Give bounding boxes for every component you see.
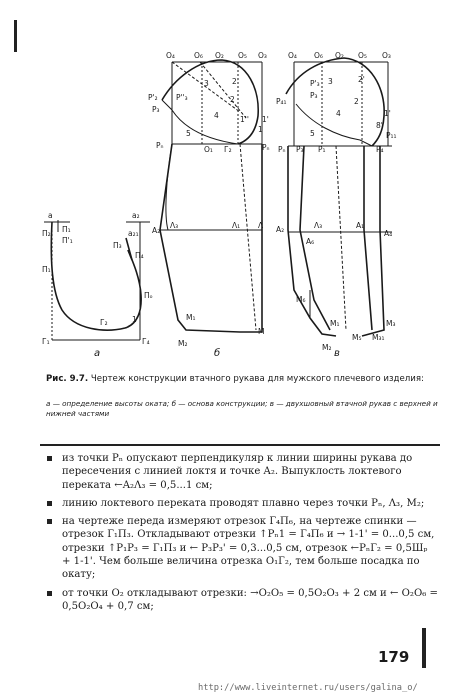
bullet-icon <box>47 501 52 506</box>
label-c-m6: M₆ <box>296 295 306 304</box>
watermark-url: http://www.liveinternet.ru/users/galina_o/ <box>198 683 418 693</box>
label-c-2: 2 <box>354 97 359 106</box>
label-c-8prime: 8' <box>376 121 383 130</box>
label-a-p6: Пₒ <box>144 291 153 300</box>
label-b-p3dbl: P''₃ <box>176 93 188 102</box>
bullet-icon <box>47 591 52 596</box>
label-a-pi1: Π₁ <box>42 265 51 274</box>
instruction-list <box>46 452 438 618</box>
label-b-o2: O₂ <box>215 51 224 60</box>
label-c-pn: Pₙ <box>278 145 286 154</box>
label-c-l3: Λ₃ <box>314 221 323 230</box>
label-c-a6: A₆ <box>306 237 315 246</box>
figure-number: Рис. 9.7. <box>46 374 89 384</box>
label-c-m31: M₃₁ <box>372 333 385 342</box>
label-c-m3: M₃ <box>386 319 396 328</box>
panel-label-c: в <box>334 348 340 359</box>
label-b-l: Λ <box>258 221 264 230</box>
label-c-a4: A₄ <box>384 229 393 238</box>
label-b-4: 4 <box>214 111 219 120</box>
bullet-icon <box>47 519 52 524</box>
label-b-m: M <box>258 327 265 336</box>
list-item <box>46 587 438 614</box>
label-a-g1: Г₁ <box>42 337 50 346</box>
label-c-m5: M₅ <box>352 333 362 342</box>
label-b-o1: O₁ <box>204 145 213 154</box>
label-b-3: 3 <box>204 79 209 88</box>
label-c-o3: O₃ <box>382 51 391 60</box>
label-b-pn-left: Pₙ <box>156 141 164 150</box>
label-b-o4: O₄ <box>166 51 175 60</box>
label-b-2prime: 2' <box>232 77 239 86</box>
list-item-text: из точки Pₙ опускают перпендикуляр к линии ширины рукава до пересечения с линией локтя и точке A₂. Выпуклость локтевого переката ←A₂Λ₃ = 0,5...1 см; <box>62 453 413 491</box>
label-b-o6: O₆ <box>194 51 203 60</box>
label-c-o6: O₆ <box>314 51 323 60</box>
label-a-p2: П₂ <box>42 229 51 238</box>
label-c-p11: P₁₁ <box>386 131 397 140</box>
list-item <box>46 515 438 581</box>
label-b-p2prime: P'₂ <box>148 93 158 102</box>
label-a-a: а <box>48 211 53 220</box>
list-item-text: от точки O₂ откладывают отрезки: →O₂O₅ = 0,5O₂O₃ + 2 см и ← O₂O₆ = 0,5O₂O₄ + 0,7 см; <box>62 587 438 612</box>
label-b-pn-right: Pₙ <box>262 143 270 152</box>
section-divider <box>40 444 440 446</box>
label-c-o4: O₄ <box>288 51 297 60</box>
label-c-p41: P₄₁ <box>276 97 287 106</box>
label-b-m2: M₂ <box>178 339 188 348</box>
label-c-p3: P₃ <box>310 91 318 100</box>
label-c-a2: A₂ <box>276 225 285 234</box>
label-c-p3prime: P'₃ <box>310 79 320 88</box>
label-c-o2: O₂ <box>335 51 344 60</box>
label-c-a1: A₁ <box>356 221 365 230</box>
label-c-p4: P₄ <box>376 145 384 154</box>
figure-caption <box>46 374 441 386</box>
label-a-g4: Г₄ <box>142 337 150 346</box>
label-b-l1: Λ₁ <box>232 221 241 230</box>
label-a-p3: П₃ <box>113 241 122 250</box>
label-b-2: 2 <box>230 95 235 104</box>
label-a-1: 1 <box>132 315 137 324</box>
page-edge-bar <box>422 628 426 668</box>
list-item <box>46 497 438 510</box>
label-b-p3: P₃ <box>152 105 160 114</box>
label-c-4: 4 <box>336 109 341 118</box>
label-b-1prime: 1' <box>262 115 269 124</box>
label-c-m2: M₂ <box>322 343 332 352</box>
label-b-m1: M₁ <box>186 313 196 322</box>
page-number: 179 <box>378 648 410 666</box>
panel-label-a: а <box>94 348 101 359</box>
label-a-a21: а₂₁ <box>128 229 139 238</box>
label-a-p1: П₁ <box>62 225 71 234</box>
label-c-p3-base: P₃ <box>296 145 304 154</box>
label-c-o5: O₅ <box>358 51 367 60</box>
label-c-3: 3 <box>328 77 333 86</box>
figure-subcaption: а — определение высоты оката; б — основа конструкции; в — двухшовный втачной рукав с верхней и нижней частями <box>46 399 438 418</box>
label-b-1: 1 <box>258 125 263 134</box>
label-a-p1prime: П'₁ <box>62 236 73 245</box>
label-b-1dbl: 1'' <box>240 115 249 124</box>
list-item <box>46 452 438 492</box>
label-c-1prime: 1' <box>384 109 391 118</box>
list-item-text: линию локтевого переката проводят плавно через точки Pₙ, Λ₃, M₂; <box>62 497 425 509</box>
label-c-2prime: 2' <box>358 75 365 84</box>
label-b-a2: A₂ <box>152 226 161 235</box>
bullet-icon <box>47 456 52 461</box>
label-b-g2: Г₂ <box>224 145 232 154</box>
label-c-5: 5 <box>310 129 315 138</box>
panel-label-b: б <box>214 348 221 359</box>
label-a-g2: Г₂ <box>100 318 108 327</box>
label-b-5: 5 <box>186 129 191 138</box>
label-b-l3: Λ₃ <box>170 221 179 230</box>
label-b-o3: O₃ <box>258 51 267 60</box>
figure-title: Чертеж конструкции втачного рукава для мужского плечевого изделия: <box>90 374 424 384</box>
list-item-text: на чертеже переда измеряют отрезок Г₄П₆, на чертеже спинки — отрезок Г₁П₃. Откладывают отрезки ↑Pₙ1 = Г₄П₆ и → 1-1' = 0...0,5 см, отрезки ↑P₁P₃ = Г₁П₃ и ← P₃P₃' = 0,3...0,5 см, отрезок ←PₙГ₂ = 0,5Шₚ + 1-1'. Чем больше величина отрезка O₁Г₂, тем больше посадка по окату; <box>62 516 435 581</box>
label-c-m1: M₁ <box>330 319 340 328</box>
label-c-p1: P₁ <box>318 145 326 154</box>
label-a-a2: а₂ <box>132 211 140 220</box>
label-b-o5: O₅ <box>238 51 247 60</box>
label-a-p4: П₄ <box>135 251 144 260</box>
